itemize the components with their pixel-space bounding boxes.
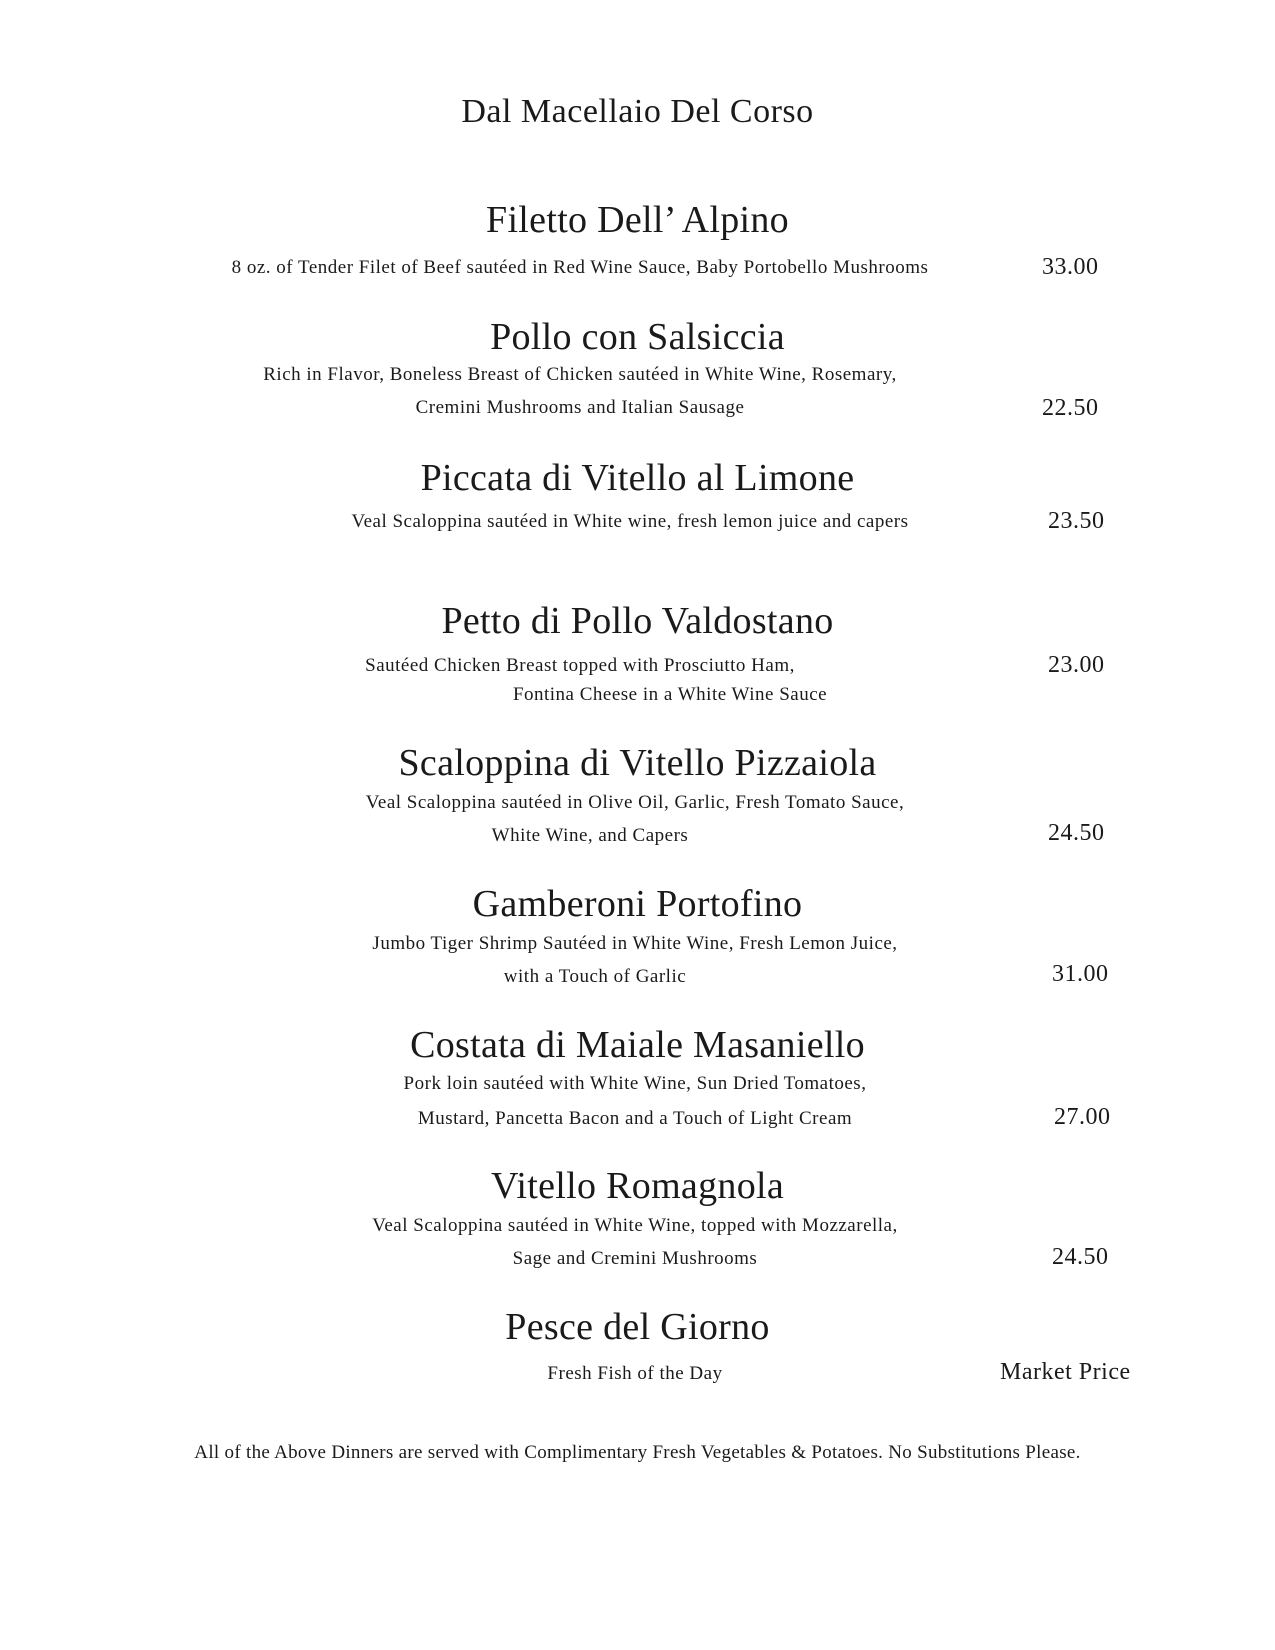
section-title: Dal Macellaio Del Corso: [461, 93, 814, 130]
menu-item-price: 22.50: [1042, 395, 1099, 421]
menu-item-name: Piccata di Vitello al Limone: [420, 457, 855, 499]
menu-item-description: White Wine, and Capers: [491, 825, 689, 846]
menu-item-name: Gamberoni Portofino: [472, 883, 803, 925]
menu-item-price: 27.00: [1054, 1104, 1111, 1130]
menu-item-description: Fontina Cheese in a White Wine Sauce: [512, 684, 828, 705]
menu-item-description: Fresh Fish of the Day: [547, 1363, 723, 1384]
menu-item-description: Sage and Cremini Mushrooms: [512, 1248, 758, 1269]
menu-item-price: 23.50: [1048, 508, 1105, 534]
menu-item-description: with a Touch of Garlic: [503, 966, 687, 987]
menu-item-price: Market Price: [1000, 1359, 1131, 1385]
menu-item-description: Cremini Mushrooms and Italian Sausage: [415, 397, 745, 418]
menu-item-description: Jumbo Tiger Shrimp Sautéed in White Wine, Fresh Lemon Juice,: [372, 933, 898, 954]
menu-item-name: Filetto Dell’ Alpino: [486, 199, 789, 241]
menu-item-name: Vitello Romagnola: [490, 1165, 785, 1207]
menu-item-price: 33.00: [1042, 254, 1099, 280]
menu-item-description: Rich in Flavor, Boneless Breast of Chicken sautéed in White Wine, Rosemary,: [263, 364, 897, 385]
menu-item-name: Petto di Pollo Valdostano: [441, 600, 834, 642]
menu-item-description: Veal Scaloppina sautéed in White Wine, topped with Mozzarella,: [372, 1215, 898, 1236]
menu-item-description: Mustard, Pancetta Bacon and a Touch of Light Cream: [417, 1108, 853, 1129]
menu-item-price: 23.00: [1048, 652, 1105, 678]
menu-item-price: 24.50: [1048, 820, 1105, 846]
menu-item-description: Pork loin sautéed with White Wine, Sun Dried Tomatoes,: [403, 1073, 867, 1094]
menu-item-name: Costata di Maiale Masaniello: [410, 1024, 865, 1066]
menu-item-name: Pesce del Giorno: [505, 1306, 770, 1348]
menu-item-description: 8 oz. of Tender Filet of Beef sautéed in Red Wine Sauce, Baby Portobello Mushrooms: [231, 257, 929, 278]
menu-item-name: Scaloppina di Vitello Pizzaiola: [398, 742, 877, 784]
menu-item-description: Veal Scaloppina sautéed in Olive Oil, Garlic, Fresh Tomato Sauce,: [365, 792, 905, 813]
menu-item-description: Veal Scaloppina sautéed in White wine, fresh lemon juice and capers: [351, 511, 909, 532]
menu-item-price: 31.00: [1052, 961, 1109, 987]
footer-note: All of the Above Dinners are served with Complimentary Fresh Vegetables & Potatoes. No Substitutions Please.: [194, 1442, 1081, 1463]
menu-item-name: Pollo con Salsiccia: [490, 316, 785, 358]
menu-item-price: 24.50: [1052, 1244, 1109, 1270]
menu-item-description: Sautéed Chicken Breast topped with Prosciutto Ham,: [365, 655, 795, 676]
